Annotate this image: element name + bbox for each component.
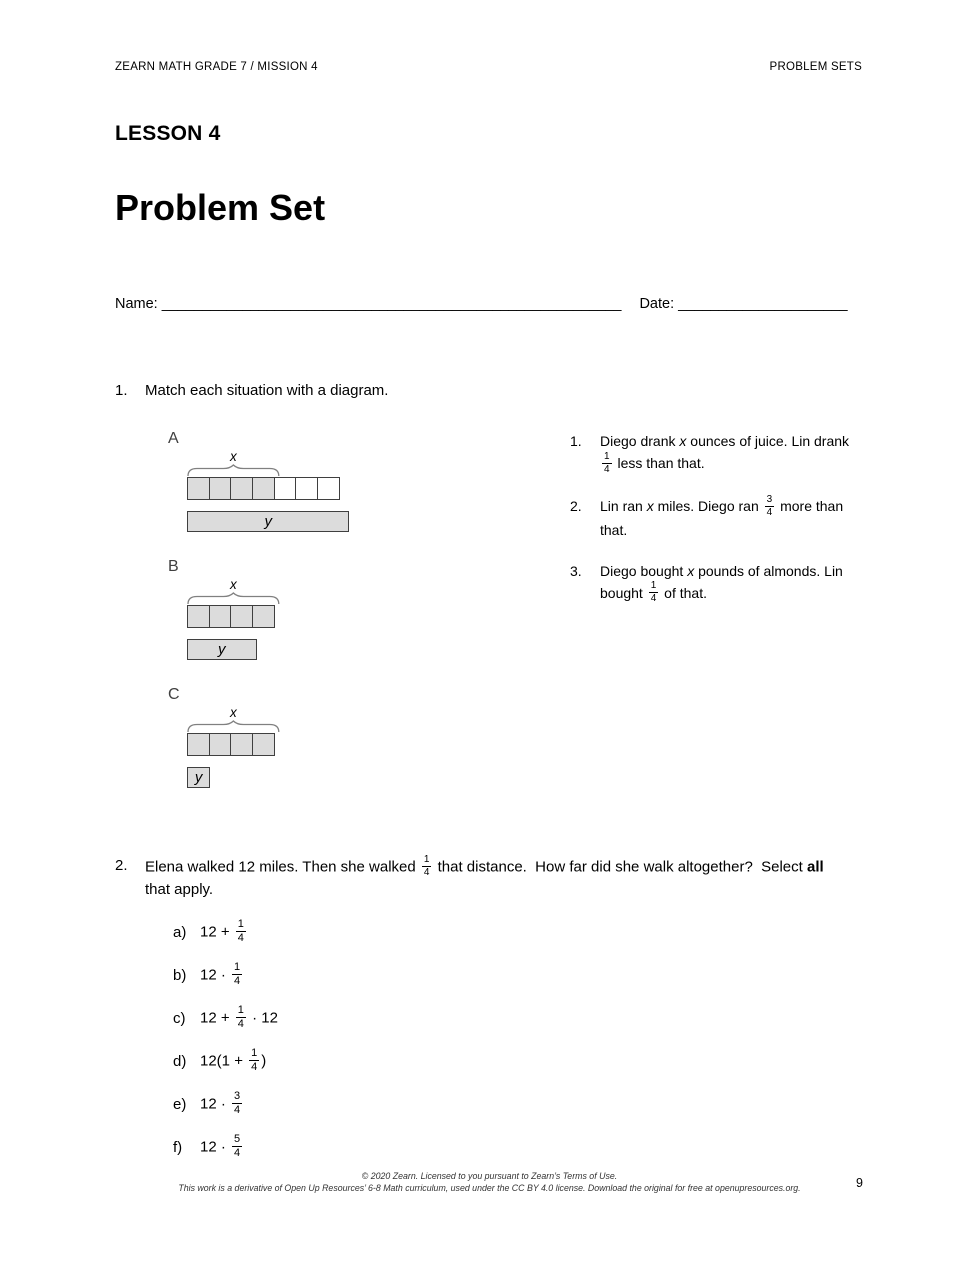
name-blank-line: _________________________________________________________: [161, 296, 622, 312]
tape-cell: [187, 477, 210, 500]
option-expression: 12 · $\frac{5}{4}$: [200, 1132, 241, 1159]
name-date-row: [115, 295, 862, 313]
tape-cell: [209, 605, 232, 628]
brace-icon: [187, 720, 280, 733]
fraction: $\frac{1}{4}$: [251, 1046, 258, 1073]
y-variable-label: y: [218, 641, 226, 658]
tape-cell-row: [187, 605, 570, 628]
brace-icon: [187, 592, 570, 605]
diagram-figure: [187, 705, 570, 788]
fraction: $\frac{1}{4}$: [650, 580, 657, 605]
date-blank-line: _____________________: [678, 296, 848, 312]
tape-cell: [187, 733, 210, 756]
option-expression: 12 · $\frac{3}{4}$: [200, 1089, 241, 1116]
y-bar: [187, 511, 349, 532]
tape-diagram-a: [168, 430, 570, 532]
tape-cell: [295, 477, 318, 500]
option-letter: d): [173, 1052, 187, 1070]
fraction: $\frac{1}{4}$: [604, 450, 610, 475]
document-header: [115, 0, 862, 74]
tape-cell: [252, 733, 275, 756]
fraction: $\frac{1}{4}$: [237, 917, 244, 944]
tape-cell: [209, 733, 232, 756]
situation-1: [570, 430, 862, 476]
situation-number: 3.: [570, 562, 582, 579]
tape-cell: [252, 605, 275, 628]
option-letter: a): [173, 923, 187, 941]
x-variable-label: x: [230, 577, 237, 592]
y-variable-label: y: [194, 769, 203, 786]
option-expression: 12(1 + $\frac{1}{4}$ ): [200, 1046, 267, 1073]
option-expression: 12 + $\frac{1}{4}$: [200, 917, 244, 944]
situation-text: Diego bought x pounds of almonds. Lin bought $\frac{1}{4}$ of that.: [600, 562, 843, 605]
matching-area: [115, 430, 862, 814]
brace-icon: [187, 592, 280, 605]
option-f: [173, 1132, 862, 1162]
y-bar: [187, 767, 210, 788]
option-e: [173, 1089, 862, 1119]
diagram-column: [115, 430, 570, 814]
diagram-letter: C: [168, 686, 180, 703]
problem-2-prompt-row: [115, 856, 862, 901]
situation-text: Diego drank x ounces of juice. Lin drank $\frac{1}{4}$ less than that.: [600, 433, 850, 475]
problem-1-number: 1.: [115, 382, 128, 399]
fraction: $\frac{1}{4}$: [237, 1003, 244, 1030]
tape-cell: [230, 605, 253, 628]
problem-1: [115, 381, 862, 814]
tape-cell-row: [187, 733, 570, 756]
tape-cell: [209, 477, 232, 500]
option-d: [173, 1046, 862, 1076]
fraction: $\frac{5}{4}$: [234, 1132, 241, 1159]
option-expression: 12 · $\frac{1}{4}$: [200, 960, 241, 987]
fraction: $\frac{1}{4}$: [234, 960, 241, 987]
option-letter: f): [173, 1138, 183, 1156]
name-label: Name:: [115, 296, 158, 312]
lesson-title: LESSON 4: [115, 122, 221, 145]
situation-number: 1.: [570, 433, 582, 449]
header-section-title: PROBLEM SETS: [769, 61, 862, 73]
situation-number: 2.: [570, 497, 582, 514]
answer-options: [173, 917, 862, 1162]
option-letter: b): [173, 966, 187, 984]
problem-1-prompt-row: [115, 381, 862, 400]
tape-cell: [252, 477, 275, 500]
tape-diagram-b: [168, 558, 570, 660]
situation-3: [570, 560, 862, 606]
problem-2-number: 2.: [115, 857, 128, 874]
brace-icon: [187, 464, 280, 477]
situation-column: [570, 430, 862, 814]
diagram-figure: [187, 449, 570, 532]
fraction: $\frac{3}{4}$: [234, 1089, 241, 1116]
fraction: $\frac{1}{4}$: [423, 854, 430, 878]
option-b: [173, 960, 862, 990]
diagram-letter: A: [168, 430, 179, 447]
option-expression: 12 + $\frac{1}{4}$ · 12: [200, 1003, 278, 1030]
problem-1-prompt: Match each situation with a diagram.: [145, 382, 389, 399]
problem-2: [115, 856, 862, 1162]
tape-cell: [187, 605, 210, 628]
x-variable-label: x: [230, 449, 237, 464]
page-title: Problem Set: [115, 187, 326, 228]
x-variable-label: x: [230, 705, 237, 720]
brace-icon: [187, 720, 570, 733]
date-label: Date:: [639, 296, 675, 312]
tape-cell: [230, 733, 253, 756]
option-letter: e): [173, 1095, 187, 1113]
y-bar: [187, 639, 257, 660]
option-letter: c): [173, 1009, 186, 1027]
fraction: $\frac{3}{4}$: [766, 493, 773, 518]
footer: [0, 1170, 979, 1194]
problem-2-prompt: Elena walked 12 miles. Then she walked $\frac{1}{4}$ that distance. How far did she walk altogether? Select all that apply.: [145, 854, 828, 898]
header-course-title: ZEARN MATH GRADE 7 / MISSION 4: [115, 61, 318, 73]
situation-2: [570, 495, 862, 541]
situation-text: Lin ran x miles. Diego ran $\frac{3}{4}$ more than that.: [600, 493, 844, 538]
page-number: 9: [856, 1176, 863, 1190]
option-a: [173, 917, 862, 947]
footer-license: This work is a derivative of Open Up Resources’ 6-8 Math curriculum, used under the CC BY 4.0 license. Download the original for free at openupresources.org.: [178, 1183, 801, 1193]
tape-diagram-c: [168, 686, 570, 788]
brace-icon: [187, 464, 570, 477]
tape-cell: [230, 477, 253, 500]
tape-cell: [274, 477, 297, 500]
diagram-figure: [187, 577, 570, 660]
y-variable-label: y: [264, 513, 272, 530]
tape-cell: [317, 477, 340, 500]
option-c: [173, 1003, 862, 1033]
tape-cell-row: [187, 477, 570, 500]
diagram-letter: B: [168, 558, 179, 575]
footer-copyright: © 2020 Zearn. Licensed to you pursuant to Zearn’s Terms of Use.: [361, 1171, 618, 1181]
